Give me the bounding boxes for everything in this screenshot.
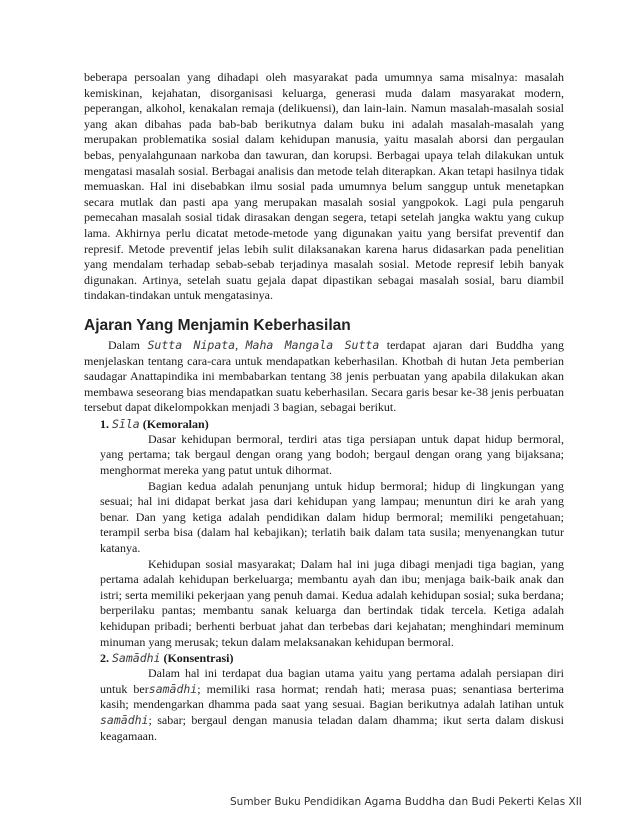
list-item-samadhi xyxy=(100,650,564,666)
text-segment: ; sabar; bergaul dengan manusia teladan dalam dhamma; ikut serta dalam diskusi keagamaan. xyxy=(100,712,564,743)
item-number: 2. xyxy=(100,651,112,666)
samadhi-term: samādhi xyxy=(148,681,198,696)
item-number: 1. xyxy=(100,416,112,431)
item-label: (Konsentrasi) xyxy=(160,651,234,666)
item-paragraph: Dasar kehidupan bermoral, terdiri atas tiga persiapan untuk dapat hidup bermoral, yang pertama; tak bergaul dengan orang yang bodoh; bergaul dengan orang yang bijaksana; menghormat mereka yang patut untuk dihormat. xyxy=(100,431,564,478)
sutta-term-2: Maha Mangala Sutta xyxy=(245,337,380,352)
text-segment: Dalam hal ini terdapat dua bagian utama yaitu yang pertama adalah persiapan diri untuk ber xyxy=(100,666,564,696)
intro-text-1: Dalam xyxy=(108,337,148,352)
list-item-sila xyxy=(100,416,564,432)
item-label: (Kemoralan) xyxy=(139,416,209,431)
item-term: Sīla xyxy=(112,416,140,431)
item-body-sila xyxy=(100,432,564,650)
intro-text-2: , xyxy=(235,337,246,352)
page-footer: Sumber Buku Pendidikan Agama Buddha dan Budi Pekerti Kelas XII xyxy=(230,796,582,808)
item-heading-sila xyxy=(100,416,564,432)
item-heading-samadhi xyxy=(100,650,564,666)
section-heading: Ajaran Yang Menjamin Keberhasilan xyxy=(84,316,351,334)
samadhi-term: samādhi xyxy=(100,712,149,727)
item-paragraph: Kehidupan sosial masyarakat; Dalam hal ini juga dibagi menjadi tiga bagian, yang pertama adalah kehidupan berkeluarga; membantu ayah dan ibu; menjaga baik-baik anak dan istri; serta memiliki pekerjaan yang penuh damai. Kedua adalah kehidupan sosial; suka berdana; berperilaku pantas; membantu sanak keluarga dan bertindak tidak tercela. Ketiga adalah kehidupan pribadi; berhenti berbuat jahat dan terbebas dari kejahatan; menghindari meminum minuman yang merusak; tekun dalam melaksanakan kehidupan bermoral. xyxy=(100,556,564,649)
item-paragraph: Bagian kedua adalah penunjang untuk hidup bermoral; hidup di lingkungan yang sesuai; hal ini didapat berkat jasa dari kehidupan yang lampau; menuntun diri ke arah yang benar. Dan yang ketiga adalah pendidikan dalam hidup bermoral; memiliki pengetahuan; terampil serba bisa (dalam hal kebajikan); terlatih baik dalam tata susila; menyenangkan tutur katanya. xyxy=(100,478,564,556)
item-body-samadhi xyxy=(100,666,564,744)
text-segment: ; memiliki rasa hormat; rendah hati; merasa puas; senantiasa berterima kasih; mendengarkan dhamma pada saat yang sesuai. Bagian berikutnya adalah latihan untuk xyxy=(100,681,564,712)
body-paragraph: beberapa persoalan yang dihadapi oleh masyarakat pada umumnya sama misalnya: masalah kemiskinan, kejahatan, disorganisasi keluarga, generasi muda dalam masyarakat modern, peperangan, alkohol, kenakalan remaja (delikuensi), dan lain-lain. Namun masalah-masalah sosial yang akan dibahas pada bab-bab berikutnya dalam buku ini adalah masalah-masalah yang merupakan problematika sosial dalam kehidupan manusia, yaitu masalah aborsi dan pergaulan bebas, penyalahgunaan narkoba dan tawuran, dan korupsi. Berbagai upaya telah dilakukan untuk mengatasi masalah sosial. Berbagai analisis dan metode telah diterapkan. Akan tetapi hasilnya tidak memuaskan. Hal ini disebabkan ilmu sosial pada umumnya belum sanggup untuk menetapkan secara mutlak dan pasti apa yang merupakan masalah sosial yangpokok. Lagi pula pengaruh pemecahan masalah sosial tidak dirasakan dengan segera, tetapi setelah jangka waktu yang cukup lama. Akhirnya perlu dicatat metode-metode yang digunakan yaitu yang bersifat preventif dan represif. Metode preventif jelas lebih sulit dilaksanakan karena harus didasarkan pada penelitian yang mendalam terhadap sebab-sebab terjadinya masalah sosial. Metode represif lebih banyak digunakan. Artinya, setelah suatu gejala dapat dipastikan sebagai masalah sosial, baru diambil tindakan-tindakan untuk mengatasinya. xyxy=(84,70,564,303)
item-paragraph xyxy=(100,666,564,744)
intro-text-3: terdapat ajaran dari Buddha yang menjelaskan tentang cara-cara untuk mendapatkan keberhasilan. Khotbah di hutan Jeta pemberian saudagar Anattapindika ini membabarkan tentang 38 jenis perbuatan yang apabila dilakukan akan membawa seseorang bias mendapatkan suatu keberhasilan. Secara garis besar ke-38 jenis perbuatan tersebut dapat dikelompokkan menjadi 3 bagian, sebagai berikut. xyxy=(84,337,565,415)
page-content xyxy=(84,70,564,744)
item-term: Samādhi xyxy=(112,651,161,666)
intro-paragraph xyxy=(84,338,564,416)
sutta-term-1: Sutta Nipata xyxy=(147,337,236,352)
